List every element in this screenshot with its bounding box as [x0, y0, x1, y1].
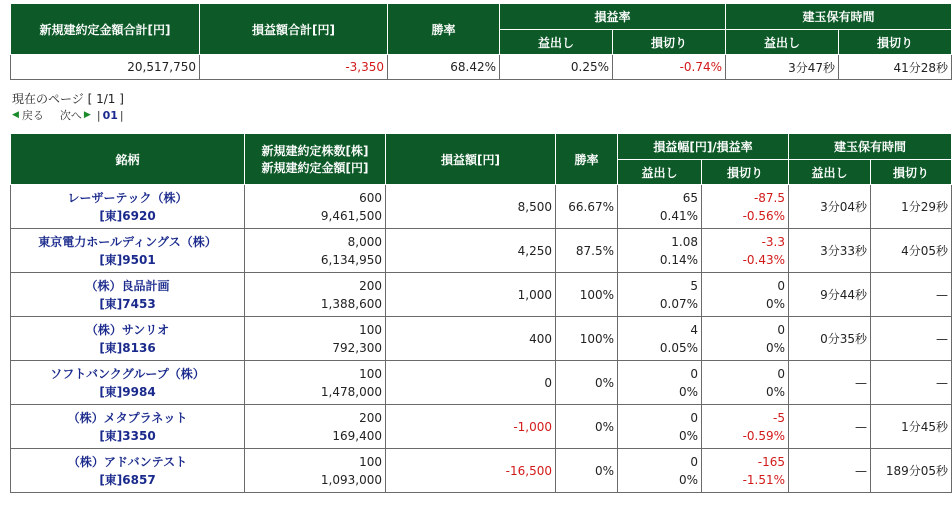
pnl-rate-profit-value: 0.25% [500, 55, 613, 80]
stock-code-link[interactable]: [東]9984 [99, 384, 156, 399]
prev-arrow-icon: ◀ [12, 110, 19, 120]
header-total-pnl: 損益額合計[円] [200, 4, 388, 55]
profit-percent: 0.05% [659, 340, 698, 355]
profit-percent: 0% [678, 384, 698, 399]
header-stock: 銘柄 [11, 134, 245, 185]
summary-row [11, 55, 952, 80]
qty-amount-cell [245, 317, 386, 361]
header-win-rate: 勝率 [388, 4, 500, 55]
amount-value: 9,461,500 [320, 208, 382, 223]
loss-amount: -87.5 [753, 190, 786, 205]
table-row [11, 229, 952, 273]
qty-amount-cell [245, 273, 386, 317]
qty-amount-cell [245, 361, 386, 405]
header-total-amount: 新規建約定金額合計[円] [11, 4, 200, 55]
shares-value: 600 [359, 190, 382, 205]
shares-value: 100 [359, 322, 382, 337]
current-page-text: 現在のページ [ 1/1 ] [12, 92, 124, 106]
qty-amount-cell [245, 405, 386, 449]
total-pnl-value: -3,350 [200, 55, 388, 80]
hold-loss-value: — [871, 317, 952, 361]
loss-percent: 0% [765, 384, 786, 399]
header-hold-profit: 益出し [726, 30, 839, 55]
range-loss-cell [702, 405, 789, 449]
next-arrow-icon: ▶ [83, 110, 91, 120]
shares-value: 100 [359, 454, 382, 469]
hold-loss-value: 1分45秒 [871, 405, 952, 449]
header-range: 損益幅[円]/損益率 [618, 134, 789, 160]
header-qty-line2: 新規建約定金額[円] [261, 161, 369, 175]
win-rate-value: 0% [556, 449, 618, 493]
table-row [11, 273, 952, 317]
profit-amount: 1.08 [671, 234, 698, 249]
table-row [11, 449, 952, 493]
stock-cell [11, 273, 245, 317]
stock-name-link[interactable]: 東京電力ホールディングス（株） [38, 234, 217, 249]
stock-cell [11, 229, 245, 273]
next-link[interactable]: 次へ [59, 109, 82, 122]
header-range-loss: 損切り [702, 160, 789, 185]
stock-code-link[interactable]: [東]8136 [99, 340, 156, 355]
stock-name-link[interactable]: レーザーテック（株） [67, 190, 188, 205]
table-row [11, 361, 952, 405]
stock-code-link[interactable]: [東]6857 [99, 472, 156, 487]
loss-percent: -1.51% [742, 472, 786, 487]
amount-value: 1,093,000 [320, 472, 382, 487]
header-qty-line1: 新規建約定株数[株] [261, 144, 369, 158]
loss-amount: 0 [777, 366, 786, 381]
total-amount-value: 20,517,750 [11, 55, 200, 80]
range-loss-cell [702, 273, 789, 317]
pager-divider-end: | [119, 108, 124, 122]
profit-amount: 0 [690, 454, 698, 469]
profit-percent: 0% [678, 428, 698, 443]
header-hold-profit: 益出し [789, 160, 871, 185]
qty-amount-cell [245, 229, 386, 273]
win-rate-value: 68.42% [388, 55, 500, 80]
stock-code-link[interactable]: [東]7453 [99, 296, 156, 311]
profit-amount: 0 [690, 410, 698, 425]
profit-percent: 0% [678, 472, 698, 487]
stock-name-link[interactable]: （株）アドバンテスト [67, 454, 188, 469]
stock-name-link[interactable]: （株）良品計画 [85, 278, 170, 293]
profit-amount: 5 [690, 278, 698, 293]
amount-value: 1,478,000 [320, 384, 382, 399]
header-range-profit: 益出し [618, 160, 702, 185]
stock-name-link[interactable]: （株）サンリオ [85, 322, 170, 337]
hold-loss-value: — [871, 273, 952, 317]
stock-name-link[interactable]: ソフトバンクグループ（株） [50, 366, 205, 381]
pnl-value: 1,000 [386, 273, 556, 317]
pnl-value: 400 [386, 317, 556, 361]
win-rate-value: 66.67% [556, 185, 618, 229]
profit-percent: 0.41% [659, 208, 698, 223]
detail-table [10, 133, 952, 493]
range-profit-cell [618, 361, 702, 405]
pnl-value: 8,500 [386, 185, 556, 229]
win-rate-value: 100% [556, 273, 618, 317]
hold-loss-value: 1分29秒 [871, 185, 952, 229]
win-rate-value: 100% [556, 317, 618, 361]
range-loss-cell [702, 449, 789, 493]
range-profit-cell [618, 449, 702, 493]
hold-loss-value: 4分05秒 [871, 229, 952, 273]
hold-profit-value: 0分35秒 [789, 317, 871, 361]
loss-percent: 0% [765, 296, 786, 311]
profit-percent: 0.07% [659, 296, 698, 311]
pnl-rate-loss-value: -0.74% [613, 55, 726, 80]
header-pnl-rate: 損益率 [500, 4, 726, 30]
shares-value: 8,000 [347, 234, 382, 249]
hold-profit-value: 3分47秒 [726, 55, 839, 80]
shares-value: 100 [359, 366, 382, 381]
range-loss-cell [702, 185, 789, 229]
loss-amount: -165 [757, 454, 786, 469]
loss-amount: -5 [773, 410, 786, 425]
amount-value: 6,134,950 [320, 252, 382, 267]
hold-profit-value: — [789, 449, 871, 493]
loss-amount: 0 [777, 322, 786, 337]
header-qty-amount [245, 134, 386, 185]
range-profit-cell [618, 273, 702, 317]
header-win-rate: 勝率 [556, 134, 618, 185]
hold-loss-value: — [871, 361, 952, 405]
loss-amount: -3.3 [761, 234, 786, 249]
header-hold-loss: 損切り [871, 160, 952, 185]
stock-cell [11, 449, 245, 493]
header-pnl: 損益額[円] [386, 134, 556, 185]
stock-cell [11, 185, 245, 229]
summary-table [10, 3, 952, 80]
stock-code-link[interactable]: [東]9501 [99, 252, 156, 267]
range-profit-cell [618, 185, 702, 229]
hold-profit-value: — [789, 361, 871, 405]
loss-amount: 0 [777, 278, 786, 293]
profit-amount: 4 [690, 322, 698, 337]
hold-loss-value: 189分05秒 [871, 449, 952, 493]
range-loss-cell [702, 361, 789, 405]
stock-cell [11, 361, 245, 405]
qty-amount-cell [245, 449, 386, 493]
amount-value: 792,300 [332, 340, 382, 355]
hold-profit-value: 3分04秒 [789, 185, 871, 229]
profit-percent: 0.14% [659, 252, 698, 267]
hold-profit-value: 9分44秒 [789, 273, 871, 317]
loss-percent: -0.56% [742, 208, 786, 223]
win-rate-value: 0% [556, 361, 618, 405]
win-rate-value: 0% [556, 405, 618, 449]
pnl-value: 4,250 [386, 229, 556, 273]
header-pnl-rate-profit: 益出し [500, 30, 613, 55]
profit-amount: 65 [682, 190, 698, 205]
stock-code-link[interactable]: [東]6920 [99, 208, 156, 223]
header-holding-time: 建玉保有時間 [789, 134, 952, 160]
qty-amount-cell [245, 185, 386, 229]
header-hold-loss: 損切り [839, 30, 952, 55]
stock-cell [11, 405, 245, 449]
table-row [11, 405, 952, 449]
pnl-value: 0 [386, 361, 556, 405]
range-loss-cell [702, 229, 789, 273]
hold-loss-value: 41分28秒 [839, 55, 952, 80]
range-profit-cell [618, 317, 702, 361]
pager [12, 90, 124, 124]
loss-percent: -0.43% [742, 252, 786, 267]
pnl-value: -1,000 [386, 405, 556, 449]
page-link-01[interactable]: 01 [102, 108, 118, 122]
loss-percent: -0.59% [742, 428, 786, 443]
header-pnl-rate-loss: 損切り [613, 30, 726, 55]
win-rate-value: 87.5% [556, 229, 618, 273]
stock-name-link[interactable]: （株）メタプラネット [67, 410, 188, 425]
table-row [11, 185, 952, 229]
amount-value: 169,400 [332, 428, 382, 443]
range-profit-cell [618, 405, 702, 449]
profit-amount: 0 [690, 366, 698, 381]
pnl-value: -16,500 [386, 449, 556, 493]
range-profit-cell [618, 229, 702, 273]
table-row [11, 317, 952, 361]
shares-value: 200 [359, 278, 382, 293]
hold-profit-value: 3分33秒 [789, 229, 871, 273]
hold-profit-value: — [789, 405, 871, 449]
detail-body [11, 185, 952, 493]
header-holding-time: 建玉保有時間 [726, 4, 952, 30]
stock-code-link[interactable]: [東]3350 [99, 428, 156, 443]
prev-link[interactable]: 戻る [21, 109, 44, 122]
shares-value: 200 [359, 410, 382, 425]
amount-value: 1,388,600 [320, 296, 382, 311]
pager-divider: | [96, 108, 101, 122]
loss-percent: 0% [765, 340, 786, 355]
stock-cell [11, 317, 245, 361]
range-loss-cell [702, 317, 789, 361]
